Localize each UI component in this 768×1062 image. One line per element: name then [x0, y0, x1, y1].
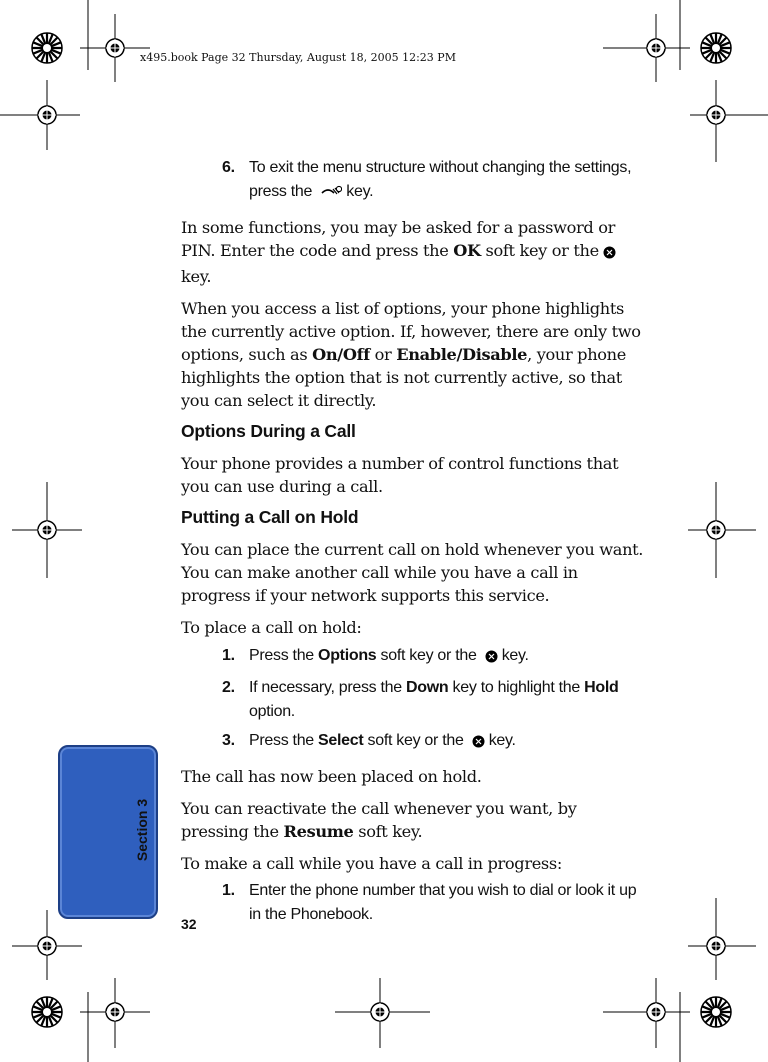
end-call-key-icon — [320, 183, 342, 207]
paragraph-make-call: To make a call while you have a call in progress: — [181, 854, 562, 873]
hold-step: 3. Press the Select soft key or the key. — [181, 729, 644, 756]
ok-key-icon — [472, 732, 485, 756]
paragraph-to-place: To place a call on hold: — [181, 618, 362, 637]
paragraph-hold: You can place the current call on hold whenever you want. You can make another call while you have a call in progress if your network supports this service. — [181, 540, 644, 605]
step-6: 6. To exit the menu structure without changing the settings, press the key. — [181, 156, 644, 207]
paragraph-password: In some functions, you may be asked for a password or PIN. Enter the code and press the OK soft key or thekey. — [181, 218, 615, 286]
paragraph-placed: The call has now been placed on hold. — [181, 767, 482, 786]
section-tab-label: Section 3 — [134, 798, 150, 862]
resume-softkey-label: Resume — [283, 822, 354, 841]
paragraph-options: When you access a list of options, your phone highlights the currently active option. If, however, there are only two options, such as On/Off or Enable/Disable, your phone highlights the option that is not currently active, so that you can select it directly. — [181, 299, 641, 410]
hold-step: 2. If necessary, press the Down key to highlight the Hold option. — [222, 679, 619, 720]
heading-options-during-call: Options During a Call — [181, 421, 356, 441]
make-call-step: 1. Enter the phone number that you wish to dial or look it up in the Phonebook. — [222, 882, 637, 923]
heading-hold: Putting a Call on Hold — [181, 507, 359, 527]
book-info-header: x495.book Page 32 Thursday, August 18, 2005 12:23 PM — [140, 51, 456, 64]
paragraph-control: Your phone provides a number of control functions that you can use during a call. — [181, 454, 619, 496]
ok-key-icon — [603, 242, 616, 265]
step-number: 6. — [222, 159, 235, 176]
page-content — [181, 156, 644, 936]
paragraph-reactivate: You can reactivate the call whenever you want, by pressing the Resume soft key. — [181, 799, 577, 841]
ok-softkey-label: OK — [453, 241, 481, 260]
page-number: 32 — [181, 916, 197, 932]
hold-step: 1. Press the Options soft key or the key. — [181, 644, 644, 671]
ok-key-icon — [485, 647, 498, 671]
